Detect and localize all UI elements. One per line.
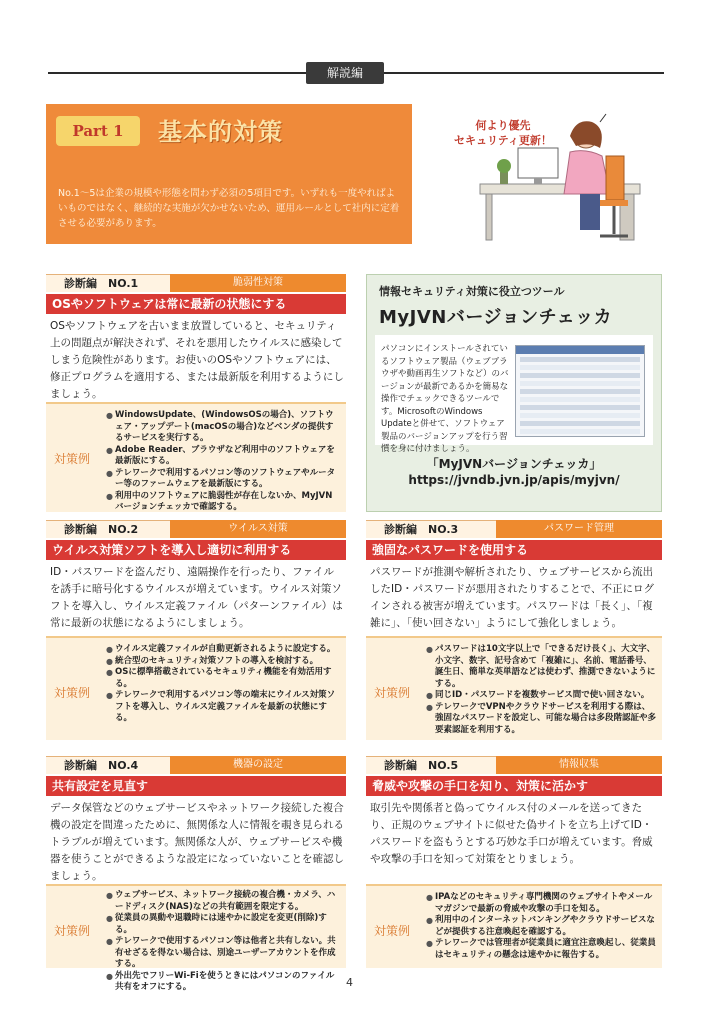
card-header [46,756,346,774]
measure-item: ● Adobe Reader、ブラウザなど利用中のソフトウェアを最新版にする。 [106,445,340,468]
hero-banner [46,104,412,244]
measure-item: ● 利用中のインターネットバンキングやクラウドサービスなどが提供する注意喚起を確認する。 [426,915,656,938]
card-title: 強固なパスワードを使用する [366,540,662,560]
tool-panel [375,335,653,454]
tool-heading: 情報セキュリティ対策に役立つツール [379,285,565,298]
card-no2 [46,520,346,740]
measures-list [106,410,340,514]
measure-item: ● パスワードは10文字以上で「できるだけ長く」、大文字、小文字、数字、記号含めて「複雑に」、名前、電話番号、誕生日、簡単な英単語などは使わず、推測できないようにする。 [426,644,656,690]
card-body: データ保管などのウェブサービスやネットワーク接続した複合機の設定を間違ったために、無関係な人に情報を覗き見られるトラブルが増えています。無関係な人が、ウェブサービスや機器を使うことができるような設定になっていないことを確認しましょう。 [50,802,344,882]
card-body: 取引先や関係者と偽ってウイルス付のメールを送ってきたり、正規のウェブサイトに似せた偽サイトを立ち上げてID・パスワードを盗もうとする巧妙な手口が増えています。脅威や攻撃の手口を知って対策をとりましょう。 [370,802,653,865]
card-category: 機器の設定 [170,756,346,774]
measure-item: ● 統合型のセキュリティ対策ソフトの導入を検討する。 [106,656,340,668]
illustration [430,104,662,244]
card-body: パスワードが推測や解析されたり、ウェブサービスから流出したID・パスワードが悪用されたりすることで、不正にログインされる被害が増えています。パスワードは「長く」、「複雑に」、「使い回さない」ようにして強化しましょう。 [370,566,654,629]
measure-item: ● OSに標準搭載されているセキュリティ機能を有効活用する。 [106,667,340,690]
hero-description: No.1～5は企業の規模や形態を問わず必須の5項目です。いずれも一度やればよいものではなく、継続的な実施が欠かせないため、運用ルールとして社内に定着させる必要があります。 [58,188,400,229]
measures-list [106,890,340,994]
card-body: OSやソフトウェアを古いまま放置していると、セキュリティ上の問題点が解決されず、それを悪用したウイルスに感染してしまう危険性があります。お使いのOSやソフトウェアには、修正プログラムを適用する、または最新版を利用するようにしましょう。 [50,320,344,400]
card-number: 診断編 NO.2 [46,520,170,538]
card-header [366,520,662,538]
card-category: 脆弱性対策 [170,274,346,292]
page-number: 4 [346,976,353,989]
measures-panel [46,402,346,512]
card-header [46,520,346,538]
card-header [366,756,662,774]
measures-list [426,644,656,736]
measure-item: ● テレワークで使用するパソコン等は他者と共有しない。共有せざるを得ない場合は、別途ユーザーアカウントを作成する。 [106,936,340,971]
measures-label: 対策例 [54,452,91,466]
measure-item: ● テレワークで利用するパソコン等のソフトウェアやルーター等のファームウェアを最新版にする。 [106,468,340,491]
measure-item: ● テレワークでVPNやクラウドサービスを利用する際は、強固なパスワードを設定し、可能な場合は多段階認証や多要素認証を利用する。 [426,702,656,737]
measure-item: ● 外出先でフリーWi-Fiを使うときにはパソコンのファイル共有をオフにする。 [106,971,340,994]
card-category: ウイルス対策 [170,520,346,538]
hero-title: 基本的対策 [158,118,283,146]
card-category: 情報収集 [496,756,662,774]
measures-panel [46,636,346,740]
measure-item: ● ウイルス定義ファイルが自動更新されるように設定する。 [106,644,340,656]
card-no1 [46,274,346,512]
card-category: パスワード管理 [496,520,662,538]
measure-item: ● IPAなどのセキュリティ専門機関のウェブサイトやメールマガジンで最新の脅威や攻撃の手口を知る。 [426,892,656,915]
card-title: 脅威や攻撃の手口を知り、対策に活かす [366,776,662,796]
card-title: 共有設定を見直す [46,776,346,796]
measure-item: ● 利用中のソフトウェアに脆弱性が存在しないか、MyJVNバージョンチェッカで確認する。 [106,491,340,514]
measure-item: ● ウェブサービス、ネットワーク接続の複合機・カメラ、ハードディスク(NAS)などの共有範囲を限定する。 [106,890,340,913]
tool-link-url[interactable]: https://jvndb.jvn.jp/apis/myjvn/ [408,473,620,487]
measures-panel [366,884,662,968]
tool-description: パソコンにインストールされているソフトウェア製品（ウェブブラウザや動画再生ソフトなど）のバージョンが最新であるかを簡易な操作でチェックできるツールです。MicrosoftのWindows Updateと併せて、ソフトウェア製品のバージョンアップを行う習慣を身に付けましょう。 [381,344,509,454]
card-title: ウイルス対策ソフトを導入し適切に利用する [46,540,346,560]
measures-list [106,644,340,725]
card-no5 [366,756,662,968]
measure-item: ● WindowsUpdate、(WindowsOSの場合)、ソフトウェア・アップデート(macOSの場合)などベンダの提供するサービスを実行する。 [106,410,340,445]
measure-item: ● テレワークでは管理者が従業員に適宜注意喚起し、従業員はセキュリティの懸念は速やかに報告する。 [426,938,656,961]
measure-item: ● 同じID・パスワードを複数サービス間で使い回さない。 [426,690,656,702]
card-header [46,274,346,292]
illustration-caption: 何より優先 セキュリティ更新！ [454,119,552,147]
tool-screenshot [515,345,645,437]
tool-title: MyJVNバージョンチェッカ [379,307,613,328]
measures-label: 対策例 [54,686,91,700]
office-worker-illustration [430,104,662,244]
tool-box [366,274,662,512]
card-no4 [46,756,346,992]
measure-item: ● 従業員の異動や退職時には速やかに設定を変更(削除)する。 [106,913,340,936]
measure-item: ● テレワークで利用するパソコン等の端末にウイルス対策ソフトを導入し、ウイルス定義ファイルを最新の状態にする。 [106,690,340,725]
card-no3 [366,520,662,740]
section-label: 解説編 [306,62,384,84]
measures-label: 対策例 [54,924,91,938]
measures-label: 対策例 [374,686,411,700]
card-body: ID・パスワードを盗んだり、遠隔操作を行ったり、ファイルを誘手に暗号化するウイルスが増えています。ウイルス対策ソフトを導入し、ウイルス定義ファイル（パターンファイル）は常に最新の状態になるようにしましょう。 [50,566,343,629]
card-number: 診断編 NO.1 [46,274,170,292]
card-number: 診断編 NO.5 [366,756,496,774]
card-title: OSやソフトウェアは常に最新の状態にする [46,294,346,314]
measures-panel [46,884,346,992]
measures-list [426,892,656,961]
tool-link-name: 「MyJVNバージョンチェッカ」 [426,457,602,471]
part-badge: Part 1 [56,116,140,146]
card-number: 診断編 NO.3 [366,520,496,538]
measures-panel [366,636,662,740]
measures-label: 対策例 [374,924,411,938]
card-number: 診断編 NO.4 [46,756,170,774]
